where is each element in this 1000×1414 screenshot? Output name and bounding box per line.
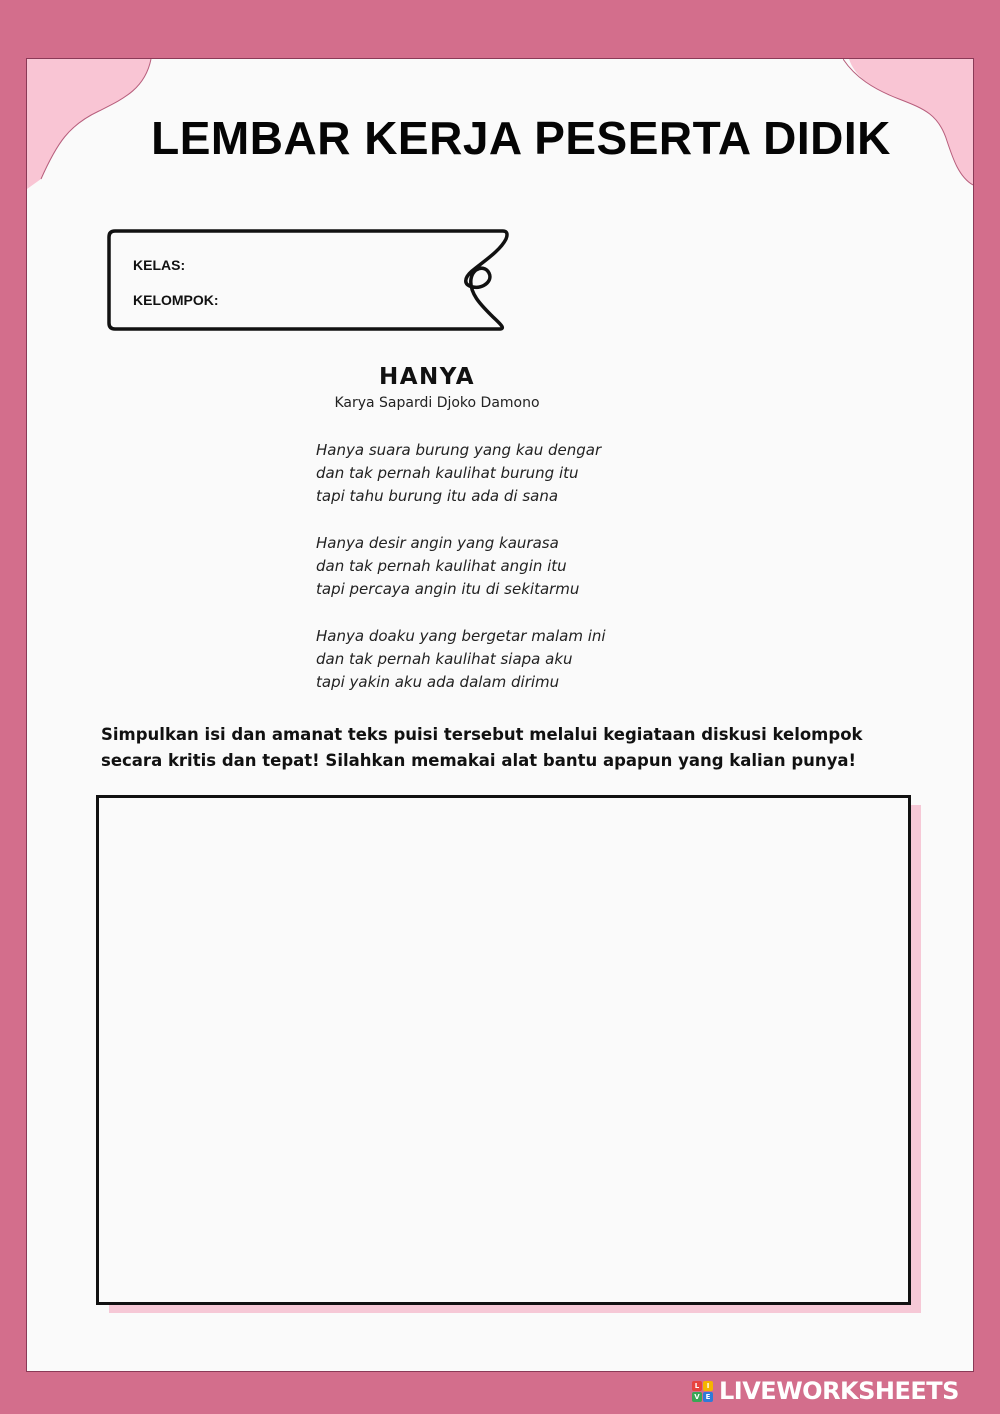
poem-stanza: [316, 625, 606, 694]
instruction-line: Simpulkan isi dan amanat teks puisi tersebut melalui kegiataan diskusi kelompok: [101, 725, 863, 744]
logo-letter: L: [692, 1381, 702, 1391]
poem-line: Hanya doaku yang bergetar malam ini: [316, 627, 606, 645]
poem-body: [316, 439, 606, 718]
poem-stanza: [316, 532, 606, 601]
poem-title: HANYA: [378, 364, 476, 390]
brand-name: LIVEWORKSHEETS: [719, 1377, 959, 1405]
poem-line: dan tak pernah kaulihat burung itu: [316, 464, 579, 482]
logo-letter: E: [703, 1392, 713, 1402]
student-id-card: [107, 229, 509, 333]
poem-line: tapi yakin aku ada dalam dirimu: [316, 673, 560, 691]
poem-stanza: [316, 439, 606, 508]
liveworksheets-brand[interactable]: [692, 1376, 959, 1406]
id-card-frame: [107, 229, 509, 333]
poem-author: Karya Sapardi Djoko Damono: [334, 395, 540, 411]
poem-line: Hanya suara burung yang kau dengar: [316, 441, 602, 459]
answer-box[interactable]: [96, 795, 911, 1305]
logo-letter: V: [692, 1392, 702, 1402]
worksheet-page: [26, 58, 974, 1372]
poem-line: tapi percaya angin itu di sekitarmu: [316, 580, 580, 598]
poem-line: Hanya desir angin yang kaurasa: [316, 534, 559, 552]
poem-line: tapi tahu burung itu ada di sana: [316, 487, 559, 505]
task-instruction: [101, 722, 901, 774]
kelompok-label: KELOMPOK:: [133, 292, 219, 308]
liveworksheets-logo-icon: [692, 1381, 713, 1402]
poem-line: dan tak pernah kaulihat siapa aku: [316, 650, 573, 668]
worksheet-title: LEMBAR KERJA PESERTA DIDIK: [151, 112, 891, 164]
logo-letter: I: [703, 1381, 713, 1391]
instruction-line: secara kritis dan tepat! Silahkan memakai alat bantu apapun yang kalian punya!: [101, 751, 857, 770]
kelas-label: KELAS:: [133, 257, 186, 273]
poem-line: dan tak pernah kaulihat angin itu: [316, 557, 567, 575]
